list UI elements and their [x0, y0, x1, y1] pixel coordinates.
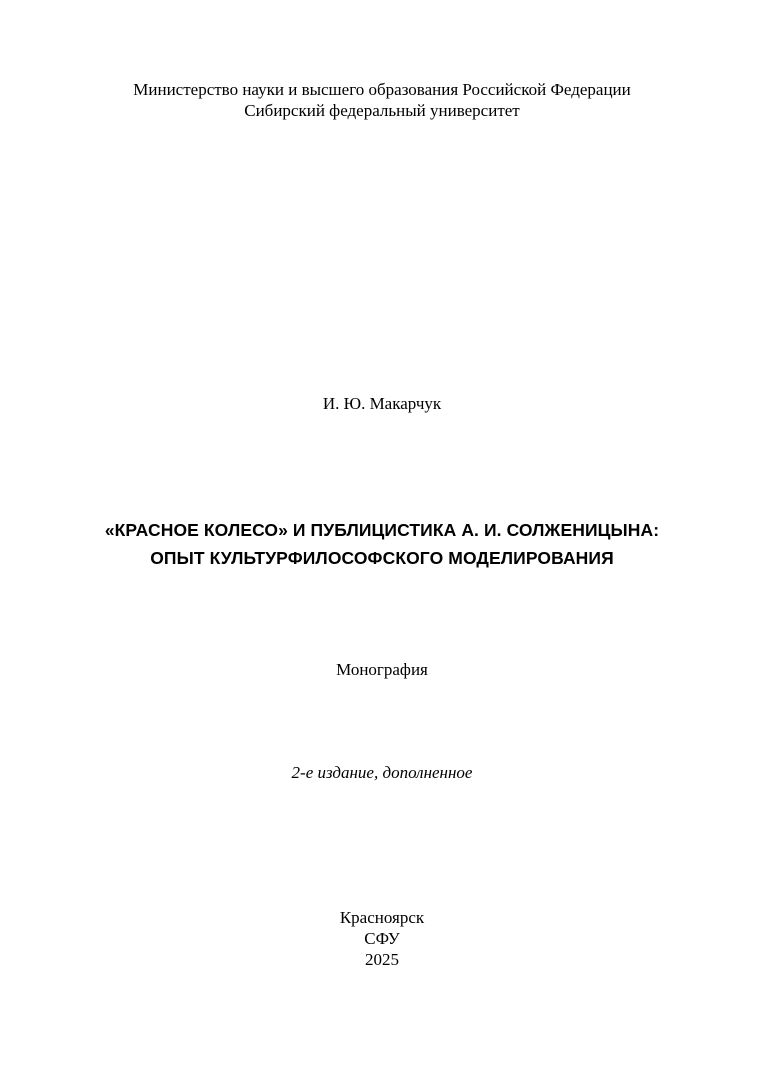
imprint-publisher: СФУ	[364, 929, 400, 948]
imprint-year: 2025	[365, 950, 399, 969]
institution-header	[0, 79, 764, 121]
edition-note: 2-е издание, дополненное	[291, 763, 473, 782]
university-name: Сибирский федеральный университет	[244, 101, 520, 120]
imprint-city: Красноярск	[339, 908, 425, 927]
imprint	[0, 907, 764, 970]
publication-genre: Монография	[336, 660, 428, 679]
book-title-line-2: ОПЫТ КУЛЬТУРФИЛОСОФСКОГО МОДЕЛИРОВАНИЯ	[150, 548, 614, 568]
book-title	[0, 516, 764, 572]
ministry-name: Министерство науки и высшего образования Российской Федерации	[133, 80, 631, 99]
book-title-line-1: «КРАСНОЕ КОЛЕСО» И ПУБЛИЦИСТИКА А. И. СОЛЖЕНИЦЫНА:	[104, 520, 660, 540]
author-name: И. Ю. Макарчук	[322, 394, 442, 413]
